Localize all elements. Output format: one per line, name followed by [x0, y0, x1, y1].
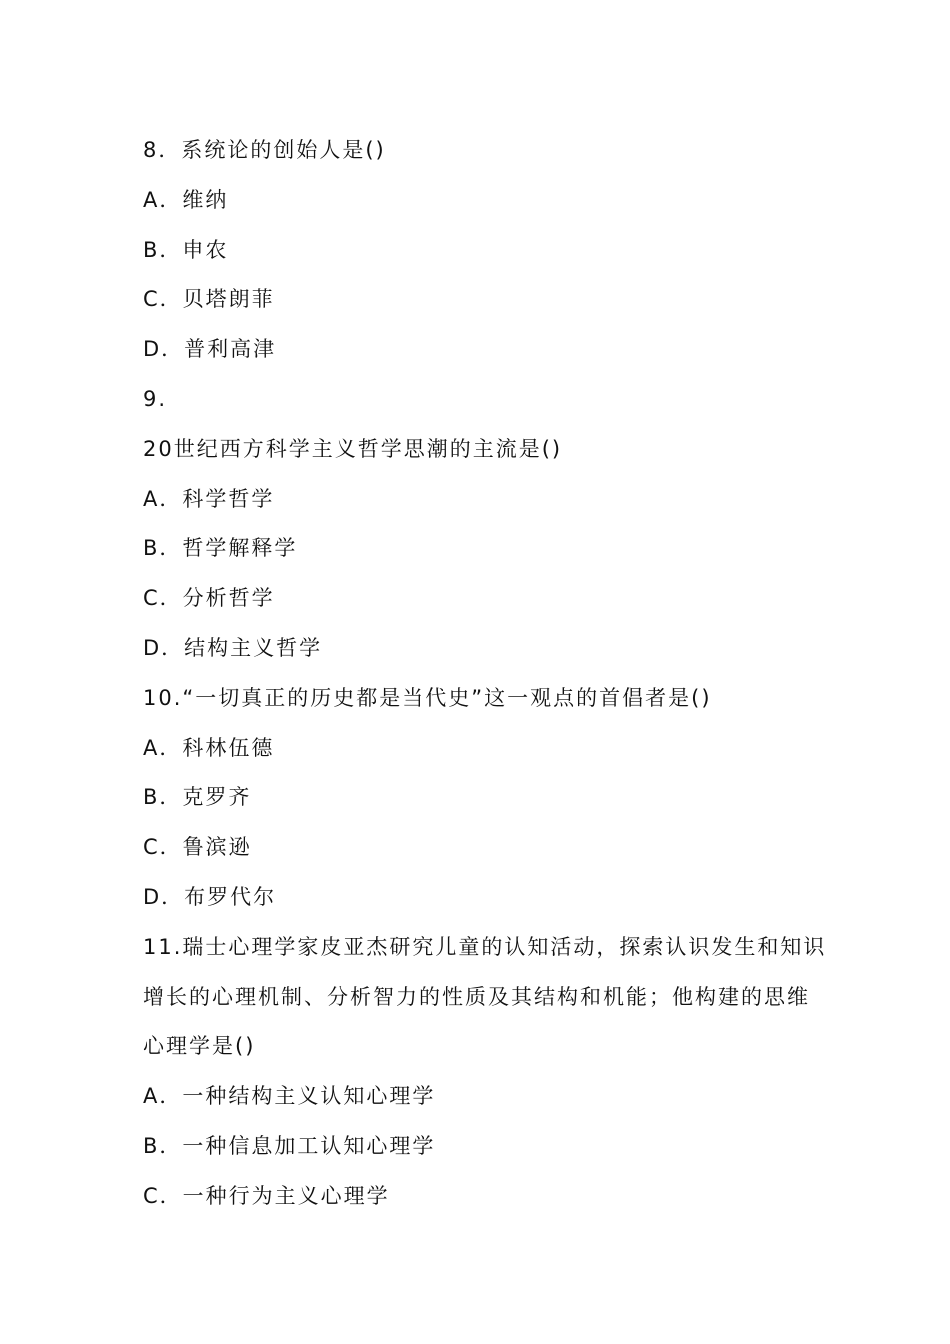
question-11-option-c: C．一种行为主义心理学	[143, 1183, 390, 1208]
question-8-option-c: C．贝塔朗菲	[143, 287, 275, 312]
question-9-number: 9.	[143, 386, 168, 411]
question-8-option-d: D．普利高津	[143, 337, 277, 362]
question-10-option-c: C．鲁滨逊	[143, 835, 252, 860]
question-9-option-c: C．分析哲学	[143, 586, 275, 611]
question-9-option-a: A．科学哲学	[143, 486, 275, 511]
question-11-option-a: A．一种结构主义认知心理学	[143, 1084, 436, 1109]
question-11-stem-line-2: 增长的心理机制、分析智力的性质及其结构和机能；他构建的思维	[143, 984, 810, 1009]
question-8-stem: 8．系统论的创始人是()	[143, 138, 386, 162]
question-8-option-a: A．维纳	[143, 187, 229, 212]
question-9-option-b: B．哲学解释学	[143, 536, 298, 561]
question-9-stem: 20世纪西方科学主义哲学思潮的主流是()	[143, 436, 563, 461]
question-10-stem: 10.“一切真正的历史都是当代史”这一观点的首倡者是()	[143, 685, 712, 710]
question-11-stem-line-1: 11.瑞士心理学家皮亚杰研究儿童的认知活动，探索认识发生和知识	[143, 934, 827, 959]
question-10-option-d: D．布罗代尔	[143, 884, 277, 909]
question-10-option-b: B．克罗齐	[143, 785, 252, 810]
question-10-option-a: A．科林伍德	[143, 735, 275, 760]
question-8-option-b: B．申农	[143, 237, 229, 262]
question-11-option-b: B．一种信息加工认知心理学	[143, 1133, 436, 1158]
question-11-stem-line-3: 心理学是()	[143, 1034, 256, 1059]
question-9-option-d: D．结构主义哲学	[143, 635, 323, 660]
document-page	[143, 132, 827, 1228]
